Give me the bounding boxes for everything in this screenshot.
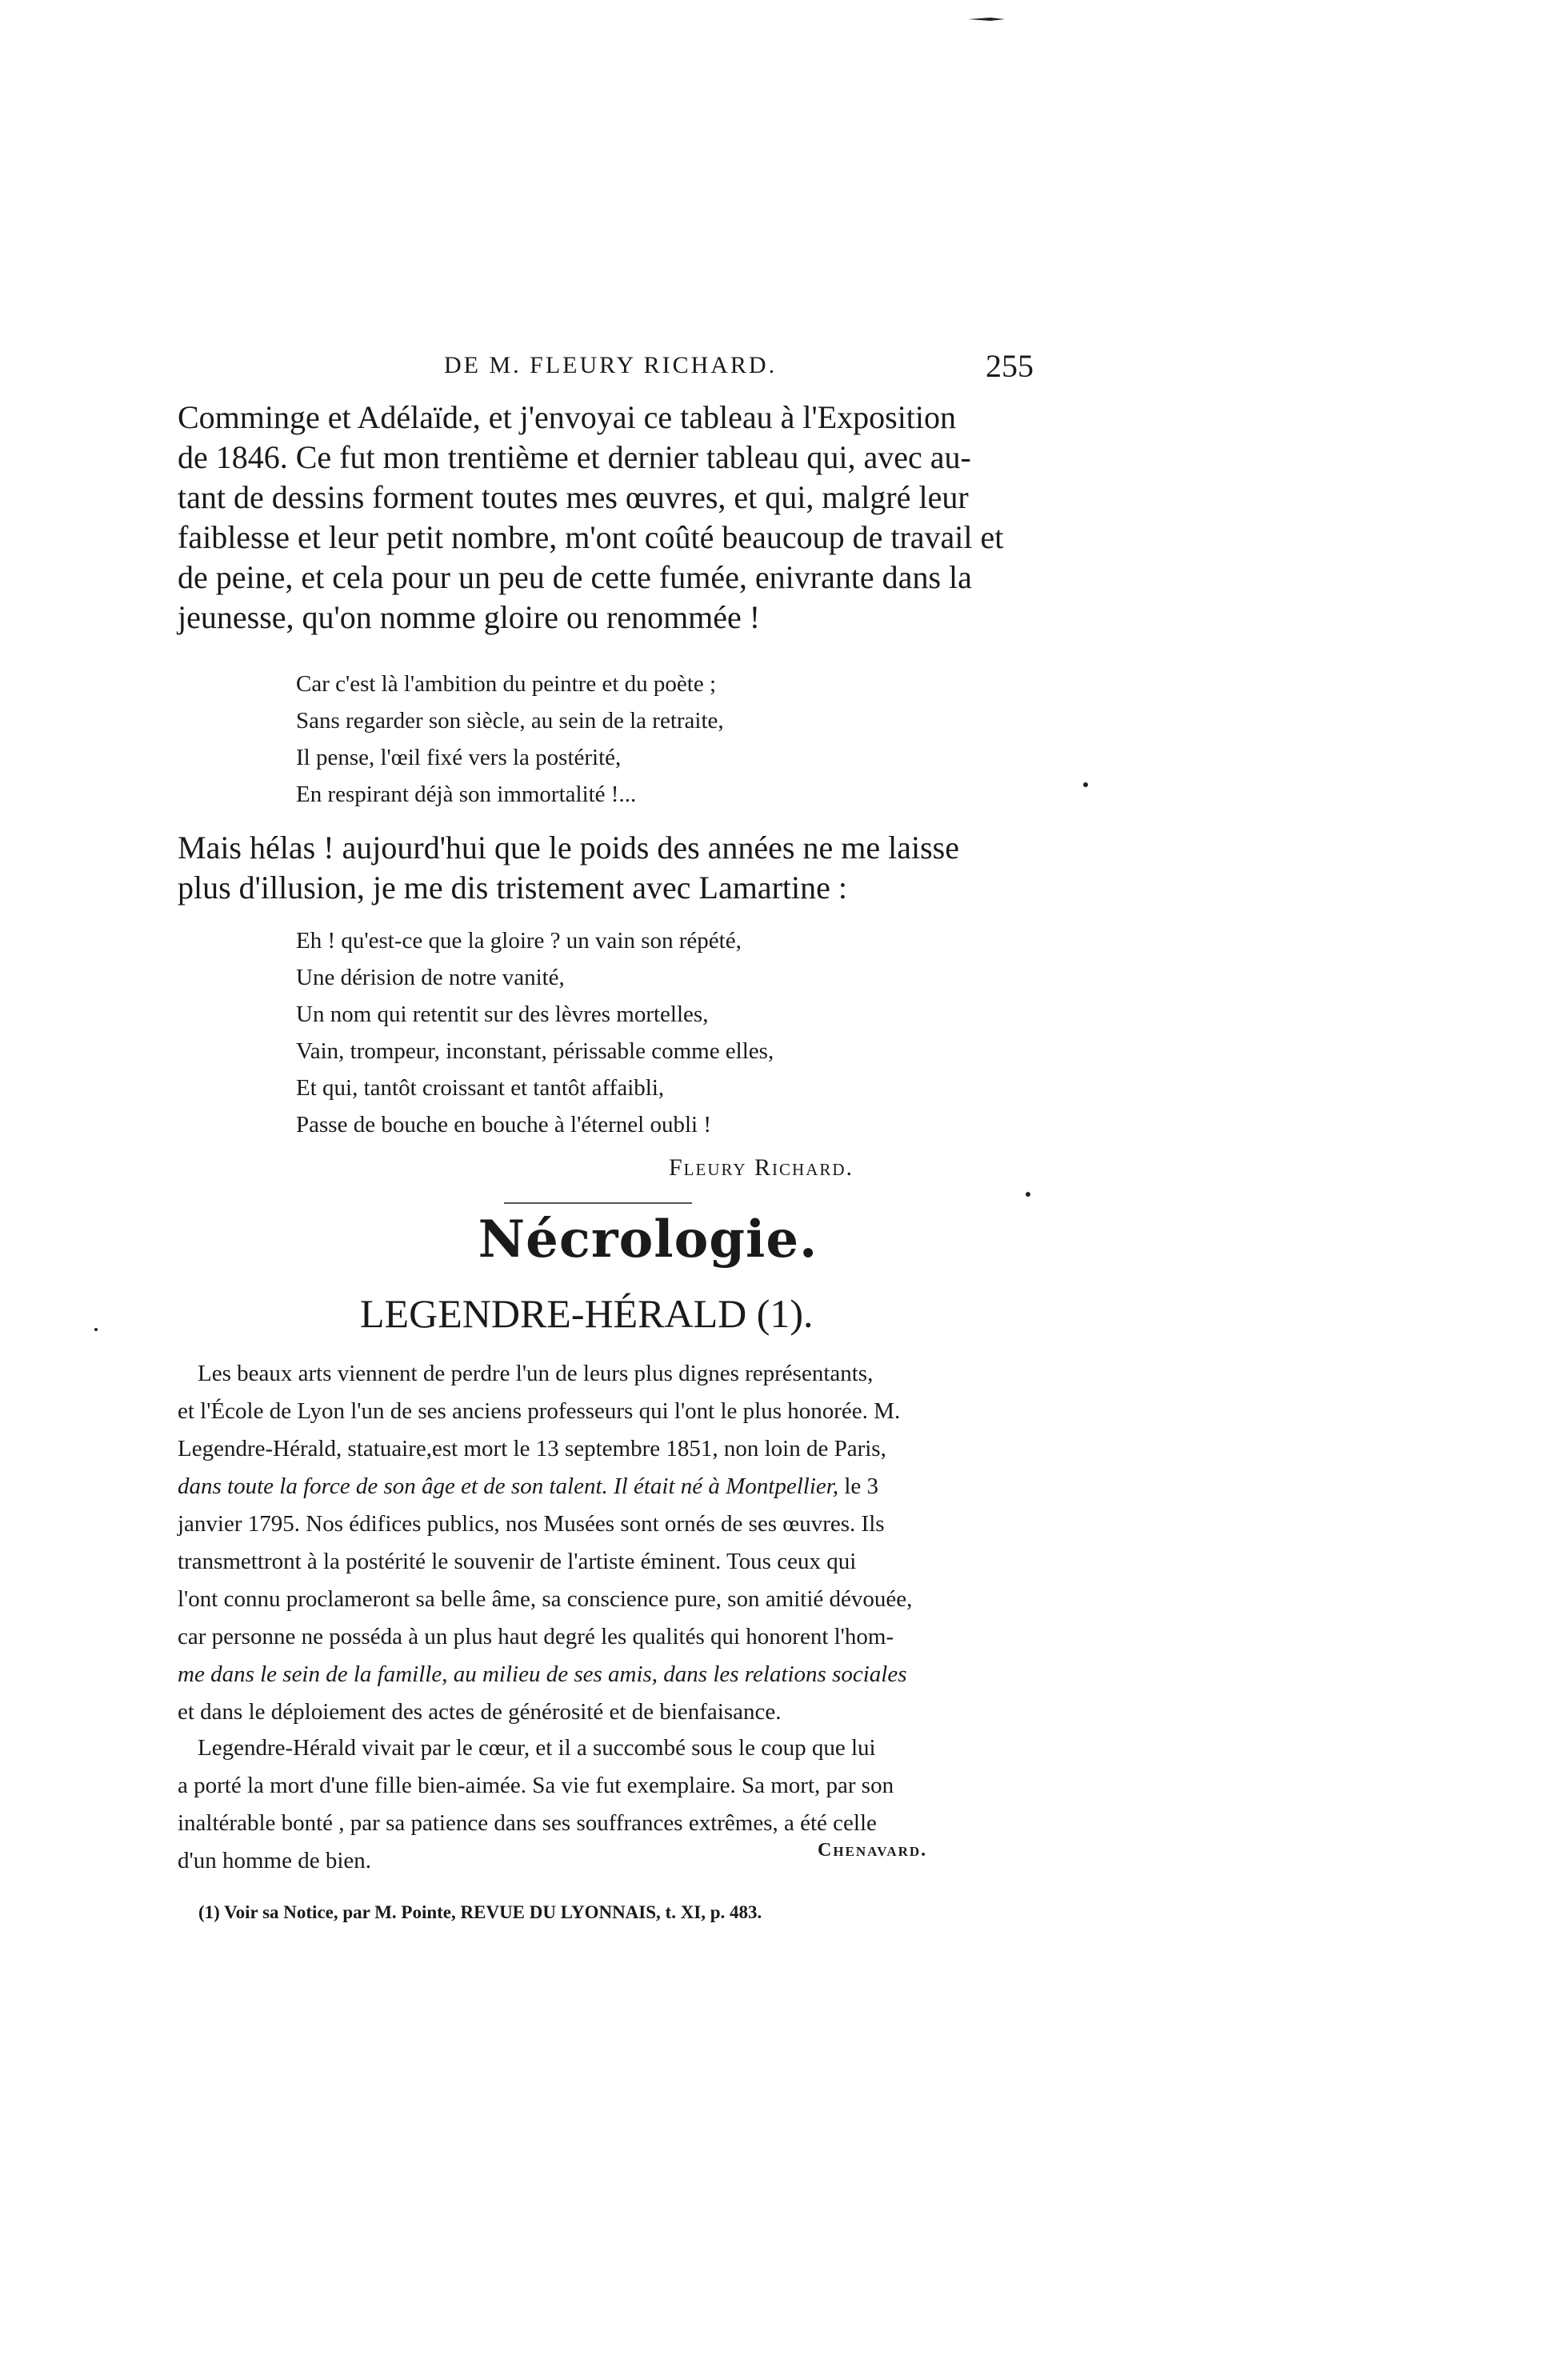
paragraph-helas [178,828,1042,908]
ink-speck [94,1328,98,1331]
paragraph-obituary [178,1355,1042,1731]
obituary-heading: LEGENDRE-HÉRALD (1). [360,1291,814,1336]
text-run: le 3 [838,1473,879,1499]
section-title [0,1209,1568,1269]
verse-line: Passe de bouche en bouche à l'éternel oubli ! [296,1112,711,1138]
text-line [178,1468,1042,1505]
verse-lamartine [296,922,774,1143]
verse-ambition [296,666,724,813]
signature-chenavard: Chenavard. [818,1840,928,1861]
text-line: l'ont connu proclameront sa belle âme, sa conscience pure, son amitié dévouée, [178,1586,913,1612]
verse-line: Un nom qui retentit sur des lèvres mortelles, [296,1002,709,1027]
verse-line: Car c'est là l'ambition du peintre et du poète ; [296,671,717,697]
ink-speck [1026,1192,1030,1197]
verse-line: Sans regarder son siècle, au sein de la retraite, [296,708,724,734]
text-line: jeunesse, qu'on nomme gloire ou renommée ! [178,599,761,635]
verse-line: Eh ! qu'est-ce que la gloire ? un vain son répété, [296,928,742,954]
text-line: d'un homme de bien. [178,1848,372,1873]
section-divider [504,1202,692,1204]
text-line: de peine, et cela pour un peu de cette fumée, enivrante dans la [178,559,972,595]
verse-line: En respirant déjà son immortalité !... [296,782,637,807]
text-line: transmettront à la postérité le souvenir de l'artiste éminent. Tous ceux qui [178,1549,857,1574]
section-title-text: Nécrologie. [478,1209,818,1269]
text-line: et l'École de Lyon l'un de ses anciens professeurs qui l'ont le plus honorée. M. [178,1398,901,1424]
text-line: faiblesse et leur petit nombre, m'ont coûté beaucoup de travail et [178,519,1004,555]
footnote: (1) Voir sa Notice, par M. Pointe, REVUE DU LYONNAIS, t. XI, p. 483. [198,1902,762,1922]
page-corner-mark [966,14,1006,22]
text-line: me dans le sein de la famille, au milieu de ses amis, dans les relations sociales [178,1661,907,1687]
page-number: 255 [986,348,1034,384]
verse-line: Vain, trompeur, inconstant, périssable comme elles, [296,1038,774,1064]
ink-speck [1083,782,1088,787]
text-line: janvier 1795. Nos édifices publics, nos Musées sont ornés de ses œuvres. Ils [178,1511,885,1537]
verse-line: Il pense, l'œil fixé vers la postérité, [296,745,622,770]
text-line: car personne ne posséda à un plus haut degré les qualités qui honorent l'hom- [178,1624,894,1649]
text-line: Comminge et Adélaïde, et j'envoyai ce tableau à l'Exposition [178,399,957,435]
text-line: tant de dessins forment toutes mes œuvres, et qui, malgré leur [178,479,969,515]
running-head: DE M. FLEURY RICHARD. [444,352,778,378]
text-line: plus d'illusion, je me dis tristement avec Lamartine : [178,870,848,906]
paragraph-comminge [178,398,1042,638]
text-line: Legendre-Hérald, statuaire,est mort le 13 septembre 1851, non loin de Paris, [178,1436,886,1461]
italic-run: dans toute la force de son âge et de son talent. Il était né à Montpellier, [178,1473,839,1499]
verse-line: Une dérision de notre vanité, [296,965,565,990]
text-line: Les beaux arts viennent de perdre l'un de leurs plus dignes représentants, [198,1361,874,1386]
text-line: de 1846. Ce fut mon trentième et dernier tableau qui, avec au- [178,439,971,475]
text-line: et dans le déploiement des actes de générosité et de bienfaisance. [178,1699,782,1725]
text-line: Legendre-Hérald vivait par le cœur, et il a succombé sous le coup que lui [198,1735,876,1761]
text-line: a porté la mort d'une fille bien-aimée. Sa vie fut exemplaire. Sa mort, par son [178,1773,894,1798]
signature-fleury-richard: Fleury Richard. [669,1154,854,1181]
verse-line: Et qui, tantôt croissant et tantôt affaibli, [296,1075,665,1101]
text-line: Mais hélas ! aujourd'hui que le poids des années ne me laisse [178,830,959,866]
text-line: inaltérable bonté , par sa patience dans ses souffrances extrêmes, a été celle [178,1810,877,1836]
